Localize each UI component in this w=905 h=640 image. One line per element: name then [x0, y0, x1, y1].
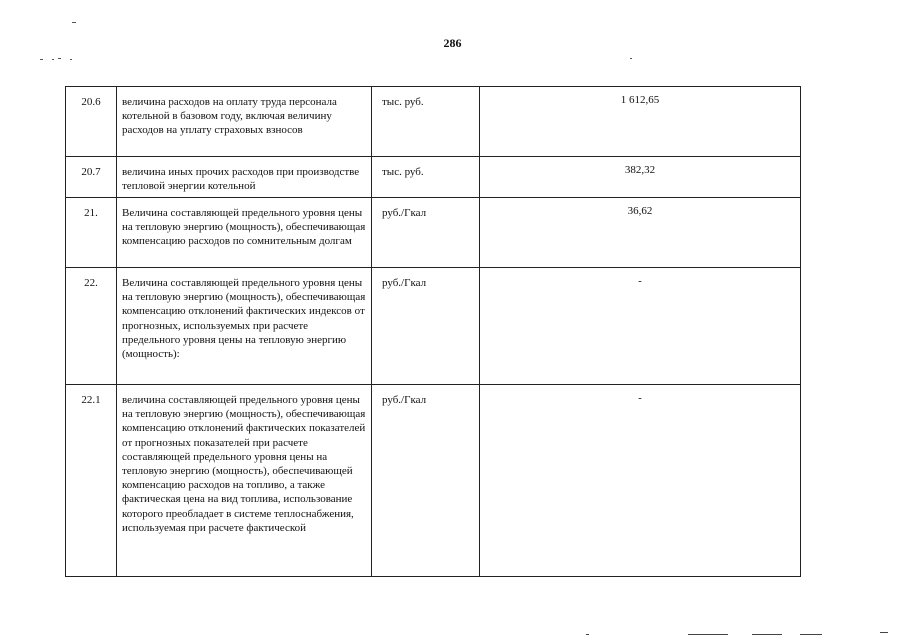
row-value: 1 612,65 [480, 87, 801, 157]
row-value: 382,32 [480, 157, 801, 198]
row-number: 21. [66, 198, 117, 268]
tariff-table [65, 86, 801, 577]
row-unit: руб./Гкал [372, 268, 480, 385]
table-row [66, 157, 801, 198]
row-description: величина иных прочих расходов при производстве тепловой энергии котельной [117, 157, 372, 198]
row-description: величина расходов на оплату труда персонала котельной в базовом году, включая величину расходов на уплату страховых взносов [117, 87, 372, 157]
row-unit: руб./Гкал [372, 385, 480, 577]
page-number: 286 [443, 36, 462, 50]
table-row [66, 87, 801, 157]
row-unit: руб./Гкал [372, 198, 480, 268]
row-number: 22. [66, 268, 117, 385]
row-unit: тыс. руб. [372, 157, 480, 198]
table-row [66, 198, 801, 268]
row-value: - [480, 385, 801, 577]
row-number: 20.7 [66, 157, 117, 198]
row-value: - [480, 268, 801, 385]
row-description: Величина составляющей предельного уровня цены на тепловую энергию (мощность), обеспечивающая компенсацию отклонений фактических индексов от прогнозных, используемых при расчете предельного уровня цены на тепловую энергию (мощность): [117, 268, 372, 385]
row-description: величина составляющей предельного уровня цены на тепловую энергию (мощность), обеспечивающая компенсацию отклонений фактических показателей от прогнозных показателей при расчете составляющей предельного уровня цены на тепловую энергию (мощность), обеспечивающей компенсацию расходов на топливо, а также фактическая цена на вид топлива, использование которого преобладает в системе теплоснабжения, используемая при расчете фактической [117, 385, 372, 577]
row-unit: тыс. руб. [372, 87, 480, 157]
row-value: 36,62 [480, 198, 801, 268]
row-number: 22.1 [66, 385, 117, 577]
row-description: Величина составляющей предельного уровня цены на тепловую энергию (мощность), обеспечивающая компенсацию расходов по сомнительным долгам [117, 198, 372, 268]
table-row [66, 385, 801, 577]
table-row [66, 268, 801, 385]
row-number: 20.6 [66, 87, 117, 157]
